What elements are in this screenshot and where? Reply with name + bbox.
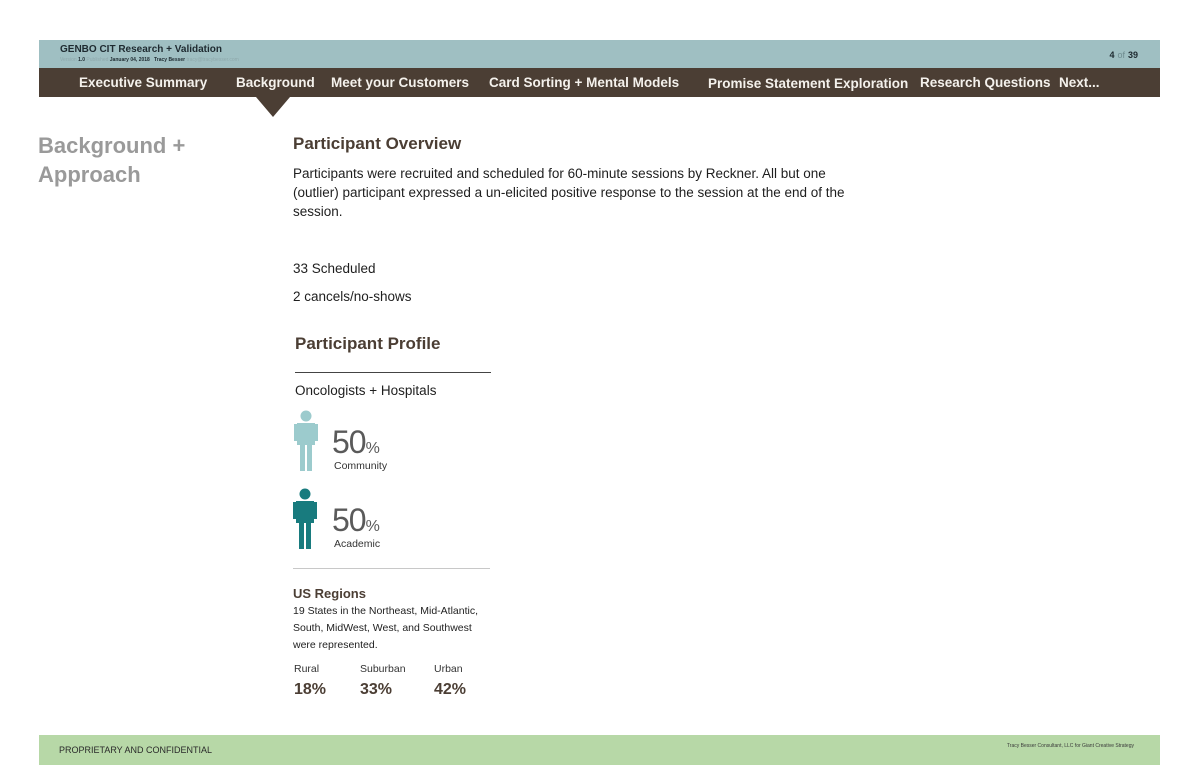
community-percent xyxy=(332,424,380,461)
nav-item-meet-your-customers[interactable]: Meet your Customers xyxy=(331,75,470,90)
regions-heading: US Regions xyxy=(293,586,366,601)
confidentiality-notice: PROPRIETARY AND CONFIDENTIAL xyxy=(59,745,213,755)
page-current: 4 xyxy=(1109,50,1115,60)
overview-heading: Participant Overview xyxy=(293,134,462,153)
nav-item-promise-statement[interactable]: Promise Statement Exploration xyxy=(708,76,909,91)
overview-body: Participants were recruited and scheduled for 60-minute sessions by Reckner. All but one (outlier) participant expressed a un-elicited positive response to the session at the end of the session. xyxy=(293,166,845,219)
page-indicator xyxy=(1109,50,1138,60)
regions-description: 19 States in the Northeast, Mid-Atlantic, South, MidWest, West, and Southwest were represented. xyxy=(293,605,479,651)
regions-divider xyxy=(293,568,490,569)
academic-person-icon xyxy=(293,488,317,550)
nav-item-card-sorting[interactable]: Card Sorting + Mental Models xyxy=(489,75,680,90)
date-value: January 04, 2018 xyxy=(109,57,150,63)
version-label: Version xyxy=(60,57,77,63)
nav-item-executive-summary[interactable]: Executive Summary xyxy=(79,75,208,90)
community-label: Community xyxy=(334,460,388,472)
nav-item-research-questions[interactable]: Research Questions xyxy=(920,75,1051,90)
community-percent-unit: % xyxy=(365,440,380,457)
stat-label-suburban: Suburban xyxy=(360,663,406,675)
profile-subheading: Oncologists + Hospitals xyxy=(295,383,437,398)
academic-percent-value: 50 xyxy=(332,502,366,538)
section-title: Background + Approach xyxy=(38,133,186,187)
author-email: tracy@tracybesser.com xyxy=(186,57,239,63)
stat-label-urban: Urban xyxy=(434,663,463,675)
footer-credit: Tracy Besser Consultant, LLC for Giant Creative Strategy xyxy=(1006,743,1134,749)
stat-label-rural: Rural xyxy=(294,663,320,675)
community-person-icon xyxy=(294,410,318,472)
stat-value-rural: 18% xyxy=(294,681,327,698)
scheduled-count: 33 Scheduled xyxy=(293,261,376,276)
active-nav-pointer xyxy=(256,97,290,117)
community-percent-value: 50 xyxy=(332,424,366,460)
document-meta xyxy=(60,57,239,63)
stat-value-urban: 42% xyxy=(434,681,467,698)
date-label: Published xyxy=(86,57,109,63)
cancel-count: 2 cancels/no-shows xyxy=(293,289,412,304)
page-total: 39 xyxy=(1127,50,1138,60)
nav-item-background[interactable]: Background xyxy=(236,75,315,90)
profile-divider xyxy=(295,372,491,373)
section-nav-bar xyxy=(39,68,1160,97)
academic-percent-unit: % xyxy=(365,518,380,535)
page-of: of xyxy=(1117,50,1125,60)
academic-label: Academic xyxy=(334,538,381,550)
academic-percent xyxy=(332,502,380,539)
footer-bar xyxy=(39,735,1160,765)
document-title: GENBO CIT Research + Validation xyxy=(60,44,222,55)
version-value: 1.0 xyxy=(78,57,86,63)
document-header-bar xyxy=(39,40,1160,68)
nav-item-next[interactable]: Next... xyxy=(1059,75,1100,90)
stat-value-suburban: 33% xyxy=(360,681,393,698)
author-name: Tracy Besser xyxy=(153,57,186,63)
profile-heading: Participant Profile xyxy=(295,334,441,353)
